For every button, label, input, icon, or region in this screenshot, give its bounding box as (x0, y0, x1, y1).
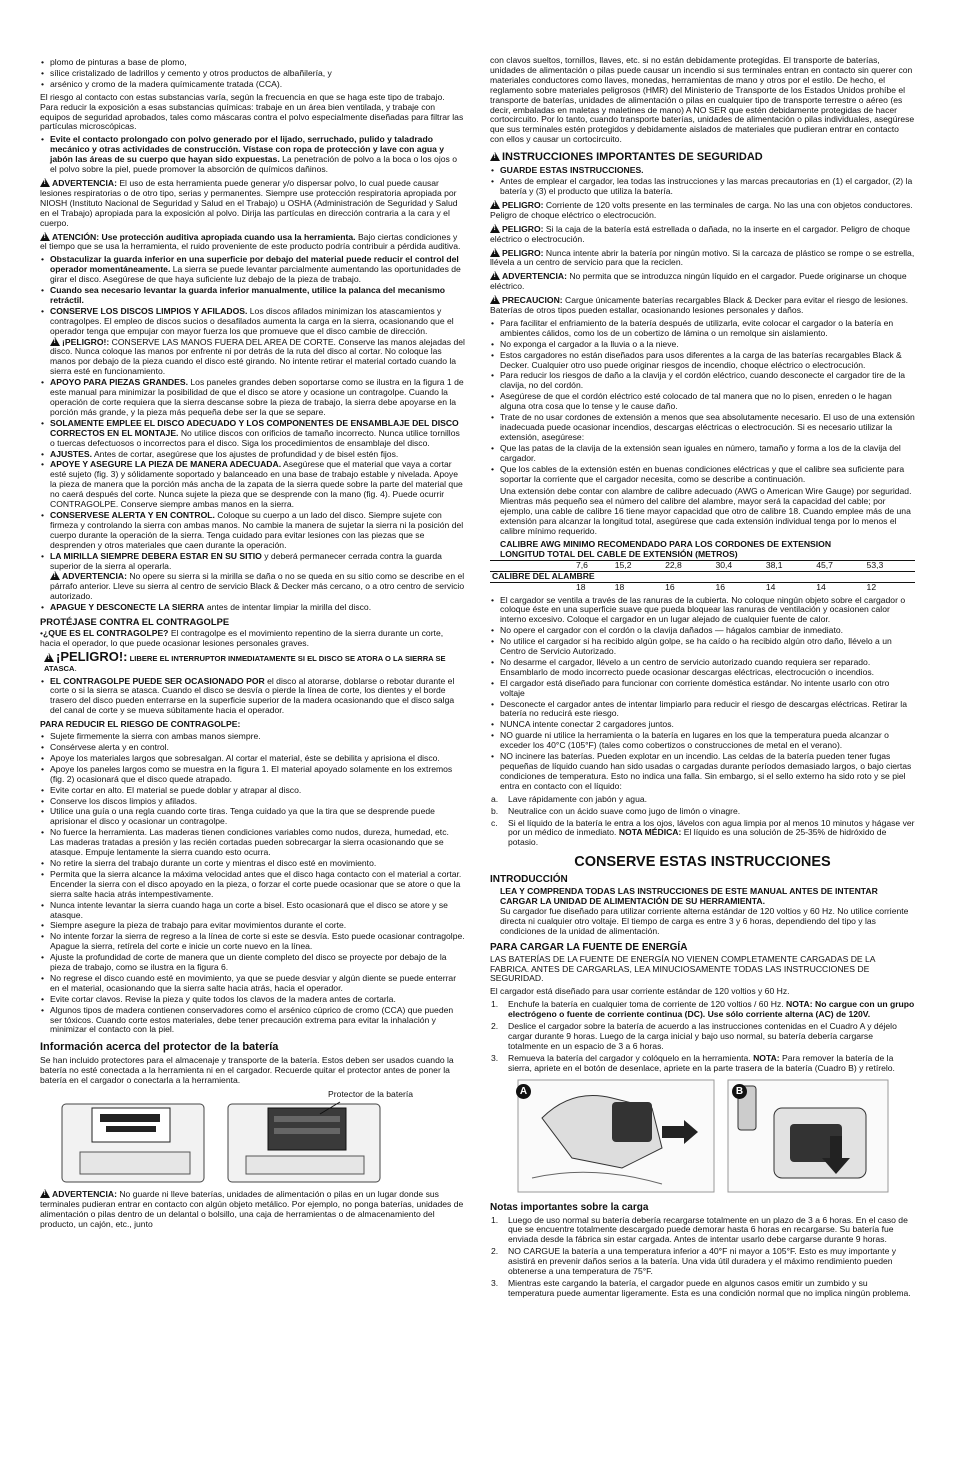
warning-hearing (40, 232, 465, 253)
charging-illustration (512, 1078, 894, 1195)
table-cell: 16 (665, 581, 675, 592)
list-item (40, 677, 465, 717)
charging-text: El cargador está diseñado para usar corriente estándar de 120 voltios y 60 Hz. (490, 986, 790, 997)
warning-icon (490, 295, 500, 304)
safety-list-1 (40, 135, 465, 175)
safety-instructions-heading (490, 151, 915, 164)
list-item (40, 135, 465, 175)
list-item (40, 450, 465, 460)
list-item (40, 378, 465, 418)
awg-table (490, 561, 915, 593)
safety-list-2 (40, 255, 465, 613)
awg-text: Una extensión debe contar con alambre de calibre adecuado (AWG o American Wire Gauge) por seguridad. Mientras más pequeño sea el número del calibre del alambre, mayor será la capacidad del cable; por ejemplo, una cable de calibre 16 tiene mayor capacidad que otro de calibre 18. Cuando emplee más de una extensión para alcanzar la longitud total, asegúrese que cada extensión individual tenga por lo menos el calibre mínimo requerido. (500, 486, 912, 537)
item-number: c. (491, 817, 498, 828)
list-item: • NO incinere las baterías. Pueden explotar en un incendio. Las celdas de la batería pueden tener fugas pequeñas de líquido cuando han sido usadas o cargadas durante períodos demasiado largos, o bajo ciertas condiciones de temperatura. Esto no indica una falla. Sin embargo, si el sello externo ha sido roto y se piel entra en contacto con el líquido: (490, 752, 915, 792)
bold-text: ¿QUE ES EL CONTRAGOLPE? (43, 627, 169, 638)
hazard-list (40, 58, 465, 90)
table-cell: 14 (816, 581, 826, 592)
list-item (490, 1000, 915, 1020)
body-text: El uso de esta herramienta puede generar y/o dispersar polvo, lo cual puede causar lesiones respiratorias o de otro tipo, serias y permanentes. Siempre use protección respiratoria apropiada por NIOSH (Instituto Nacional de Seguridad y Salud en el Trabajo) u OSHA (Administración de Seguridad y Salud en el Trabajo) apropiada para la exposición al polvo. Dirija las partículas en dirección contraria a la cara y el cuerpo. (40, 177, 458, 228)
list-item: • NO guarde ni utilice la herramienta o la batería en lugares en los que la temperatura pueda alcanzar o exceder los 40°C (105°F) (tales como cobertizos o construcciones de metal en el verano). (490, 731, 915, 751)
bold-text: NOTA: (753, 1052, 780, 1063)
table-cell: 14 (765, 581, 776, 592)
list-item: • Desconecte el cargador antes de intentar limpiarlo para reducir el riesgo de descargas eléctricas. Retirar la batería no reducirá este riesgo. (490, 700, 915, 720)
table-cell: 38,1 (764, 561, 814, 571)
body-text: Coloque su cuerpo a un lado del disco. Siempre sujete con firmeza y controlando la sierra con ambas manos. No cambie la manera de sujetar la sierra ni la posición del cuerpo durante la operación de la sierra. Tenga cuidado para evitar lesiones con las piezas que se desprenden y otros materiales que caen durante la operación. (50, 509, 464, 550)
intro-heading: INTRODUCCIÓN (490, 874, 568, 886)
table-cell: 12 (866, 581, 877, 592)
danger-label: ¡PELIGRO!: (56, 648, 128, 664)
table-cell: 30,4 (713, 561, 763, 571)
charging-steps (490, 1000, 915, 1073)
item-text: Mientras este cargando la batería, el cargador puede en algunos casos emitir un zumbido y su temperatura puede aumentar ligeramente. Esta es una condición normal que no implica ningún problema. (508, 1278, 911, 1298)
right-column (490, 56, 915, 1302)
list-item: • No desarme el cargador, llévelo a un centro de servicio autorizado cuando requiera ser reparado. Ensamblarlo de modo incorrecto puede ocasionar descargas eléctricas, electrocución o incendios. (490, 658, 915, 678)
table-cell: 7,6 (574, 561, 613, 571)
list-item: • sílice cristalizado de ladrillos y cemento y otros productos de albañilería, y (40, 69, 465, 79)
body-text: Los paneles grandes deben soportarse como se ilustra en la figura 1 de este manual para minimizar la posibilidad de que el disco se atore y ocasione un contragolpe. Cuando la operación de corte requiera que la sierra descanse sobre la pieza de trabajo, la sierra debe apoyarse en la porción más grande, y la pieza más pequeña debe ser la que se separe. (50, 377, 464, 417)
warning-icon (40, 178, 50, 187)
table-cell: 16 (715, 581, 726, 592)
bold-text: ¡PELIGRO!: (62, 336, 110, 347)
item-number: b. (491, 805, 499, 816)
list-item: • Antes de emplear el cargador, lea todas las instrucciones y las marcas precautorias en (1) el cargador, (2) la batería y (3) el producto que utiliza la batería. (490, 177, 915, 197)
item-text: Enchufe la batería en cualquier toma de corriente de 120 voltios / 60 Hz. (508, 999, 787, 1010)
list-item: • No opere el cargador con el cordón o la clavija dañados — hágalos cambiar de inmediato. (490, 626, 915, 636)
danger-1 (490, 200, 915, 221)
bold-text: ATENCIÓN: Use protección auditiva apropiada cuando usa la herramienta. (52, 231, 356, 242)
warning-icon (490, 271, 500, 280)
battery-protector-figure (40, 1090, 465, 1185)
table-cell (490, 561, 574, 571)
bold-text: ADVERTENCIA: (62, 571, 127, 582)
table-row (490, 571, 915, 582)
list-item: • Asegúrese de que el cordón eléctrico esté colocado de tal manera que no lo pisen, enreden o le hagan alguna otra cosa que lo tense y le cause daño. (490, 392, 915, 412)
table-cell: CALIBRE DEL ALAMBRE (490, 571, 915, 582)
item-number: 3. (491, 1052, 499, 1063)
list-item: • Algunos tipos de madera contienen conservadores como el arsénico cúprico de cromo (CCA) que pueden ser tóxicos. Cuando corte estos materiales, debe tener precaución extrema para evitar la inhalación y minimizar el contacto con la piel. (40, 1006, 465, 1036)
body-text: Corriente de 120 volts presente en las terminales de carga. No las una con objetos conductores. Peligro de choque eléctrico o electrocución. (490, 199, 913, 220)
kickback-heading: PROTÉJASE CONTRA EL CONTRAGOLPE (40, 616, 230, 628)
table-cell: 18 (614, 581, 625, 592)
bold-text: ADVERTENCIA: (52, 1189, 117, 1200)
body-text: Su cargador fue diseñado para utilizar corriente alterna estándar de 120 voltios y 60 Hz. No utilice corriente directa ni cualquier otro voltaje. El tiempo de carga es entre 3 y 6 horas, dependiendo del tipo y las condiciones de la unidad de alimentación. (500, 905, 909, 936)
list-item: • Evite cortar en alto. El material se puede doblar y atrapar al disco. (40, 786, 465, 796)
bold-text: LEA Y COMPRENDA TODAS LAS INSTRUCCIONES DE ESTE MANUAL ANTES DE INTENTAR CARGAR LA UNIDAD DE ALIMENTACIÓN DE SU HERRAMIENTA. (500, 886, 878, 907)
figure-b-badge: B (732, 1084, 747, 1099)
bold-text: NOTA: No cargue con un grupo electrógeno o fuente de corriente continua (DC). Use sólo corriente alterna (AC) de 120V. (508, 999, 915, 1020)
warning-dust (40, 178, 465, 229)
save-list (490, 166, 915, 197)
warning-liquid (490, 271, 915, 292)
warning-icon (490, 248, 500, 257)
warning-icon (490, 152, 500, 161)
item-number: 2. (491, 1246, 499, 1257)
list-item: • Utilice una guía o una regla cuando corte tiras. Tenga cuidado ya que la tira que se desprende puede aprisionar el disco y ocasionar un contragolpe. (40, 807, 465, 827)
body-text: Bajo ciertas condiciones y el tiempo que se usa la herramienta, el ruido proveniente de este producto podría contribuir a pérdida auditiva. (40, 231, 461, 252)
kickback-cause (40, 677, 465, 717)
bold-text: APOYE Y ASEGURE LA PIEZA DE MANERA ADECUADA. (50, 459, 282, 470)
list-item: • Apoye los paneles largos como se muestra en la figura 1. El material apoyado solamente en los extremos (fig. 2) ocasionará que el disco quede atrapado. (40, 765, 465, 785)
table-row (490, 582, 915, 592)
battery-protector-heading: Información acerca del protector de la batería (40, 1041, 279, 1054)
battery-protector-text: Se han incluido protectores para el almacenaje y transporte de la batería. Estos deben ser usados cuando la batería no esté conectada a la herramienta ni en el cargador. Recuerde quitar el protector antes de poner la batería en el cargador o conectarla a la herramienta. (40, 1055, 454, 1086)
body-text: . (74, 662, 77, 673)
warning-icon (44, 653, 54, 662)
bold-text: Obstaculizar la guarda inferior en una superficie por debajo del material puede reducir el control del operador momentáneamente. (50, 254, 459, 275)
warning-icon (40, 232, 50, 241)
list-item (40, 255, 465, 285)
charger-use-list (490, 596, 915, 792)
body-text: antes de intentar limpiar la mirilla del disco. (204, 602, 372, 613)
table-cell (490, 582, 574, 592)
battery-protector-illustration (40, 1098, 465, 1193)
table-cell: 18 (576, 581, 586, 592)
bold-text: LA MIRILLA SIEMPRE DEBERA ESTAR EN SU SITIO (50, 550, 262, 561)
list-item: • Para reducir los riesgos de daño a la clavija y el cordón eléctrico, cuando desconecte el cargador tire de la clavija, no del cordón. (490, 371, 915, 391)
warning-storage (40, 1189, 465, 1230)
charger-safety-list (490, 319, 915, 485)
list-item (490, 1279, 915, 1299)
list-item (490, 1022, 915, 1052)
body-text: Asegúrese que el material que vaya a cortar esté sujeto (fig. 3) y sólidamente soportado y balanceado en una base de trabajo estable y nivelada. Apoye la pieza de manera que la porción más ancha de la zapata de la sierra quede sobre la parte del material que no caerá después del corte. Nunca sujete la pieza que se desprende con la mano (fig. 4). Puede ocurrir CONTRAGOLPE. Conserve siempre ambas manos en la sierra. (50, 459, 463, 510)
table-cell: 45,7 (814, 561, 864, 571)
body-text: Si la caja de la batería está estrellada o dañada, no la inserte en el cargador. Peligro de choque eléctrico o electrocución. (490, 223, 910, 244)
list-item (490, 1247, 915, 1277)
list-item: • Sujete firmemente la sierra con ambas manos siempre. (40, 732, 465, 742)
charging-caps: LAS BATERÍAS DE LA FUENTE DE ENERGÍA NO VIENEN COMPLETAMENTE CARGADAS DE LA FABRICA. ANTES DE CARGARLAS, LEA MINUCIOSAMENTE TODAS LAS INSTRUCCIONES DE SEGURIDAD. (490, 953, 876, 984)
body-text: y deberá permanecer cerrada contra la guarda superior de la sierra al operarla. (50, 550, 442, 571)
body-text: La sierra se puede levantar parcialmente aumentando las oportunidades de girar el disco. Asegúrese de que haya suficiente luz debajo de la pieza de trabajo. (50, 264, 461, 285)
list-item: • Siempre asegure la pieza de trabajo para evitar movimientos durante el corte. (40, 921, 465, 931)
bold-text: PELIGRO: (502, 199, 544, 210)
bold-text: LIBERE EL INTERRUPTOR INMEDIATAMENTE SI EL DISCO SE ATORA O LA SIERRA SE ATASCA (44, 653, 446, 673)
item-text: Si el líquido de la batería le entra a los ojos, lávelos con agua limpia por al menos 10 minutos y hágase ver por un médico de inmediato. (508, 817, 915, 838)
list-item: • arsénico y cromo de la madera químicamente tratada (CCA). (40, 80, 465, 90)
bold-text: SOLAMENTE EMPLEE EL DISCO ADECUADO Y LOS COMPONENTES DE ENSAMBLAJE DEL DISCO CORRECTOS EN EL MONTAJE. (50, 417, 459, 438)
list-item: • Permita que la sierra alcance la máxima velocidad antes que el disco haga contacto con el material a cortar. Encender la sierra con el disco apoyado en la pieza, o forzar el corte puede ocasionar que se atore o que la sierra salte hacia atrás intempestivamente. (40, 870, 465, 900)
list-item: • Nunca intente levantar la sierra cuando haga un corte a bisel. Esto ocasionará que el disco se atore y se atasque. (40, 901, 465, 921)
first-aid-list (490, 795, 915, 849)
heading-text: INSTRUCCIONES IMPORTANTES DE SEGURIDAD (502, 151, 763, 164)
list-item: • Conserve los discos limpios y afilados. (40, 797, 465, 807)
body-text: CONSERVE LAS MANOS FUERA DEL AREA DE CORTE. Conserve las manos alejadas del disco. Nunca coloque las manos por enfrente ni por detrás de la ruta del disco al cortar. No coloque las manos por debajo de la pieza cuando el disco esté girando. No intente retirar el material cortado cuando la sierra esté en funcionamiento. (50, 336, 465, 377)
risk-paragraph: El riesgo al contacto con estas substancias varía, según la frecuencia en que se haga este tipo de trabajo. Para reducir la exposición a esas substancias químicas: trabaje en un área bien ventilada, y trabaje con equipos de seguridad aprobados, tales como máscaras contra el polvo especialmente diseñadas para filtrar las partículas microscópicas. (40, 91, 464, 132)
bold-text: Evite el contacto prolongado con polvo generado por el lijado, serruchado, pulido y taladrado mecánico y otras actividades de construcción. Vístase con ropa de protección y lave con agua y jabón las áreas de su cuerpo que hayan sido expuestas. (50, 134, 445, 165)
transport-text: con clavos sueltos, tornillos, llaves, etc. si no están debidamente protegidas. El transporte de baterías, unidades de alimentación o pilas puede causar un incendio si sus terminales entran en contacto sin querer con materiales conductores como llaves, monedas, herramientas de mano y otros por el estilo. De hecho, el reglamento sobre materiales peligrosos (HMR) del Ministerio de Transporte de los Estados Unidos prohíbe el transporte de baterías, unidades de alimentación o pilas en cualquier tipo de transporte terrestre o aéreo (es decir, embaladas en maletas y maletines de mano) A NO SER que estén debidamente protegidas de hacer cortocircuito. Por lo tanto, cuando transporte baterías, unidades de alimentación o pilas individuales, asegúrese que sus terminales estén protegidos y debidamente aislados de materiales que pudieran entrar en contacto con ellos y causar un cortocircuito. (490, 55, 915, 145)
danger-release (40, 648, 465, 674)
list-item (40, 511, 465, 551)
list-item: • Que los cables de la extensión estén en buenas condiciones eléctricas y que el calibre sea suficiente para soportar la corriente que el cargador necesita, como se describe a continuación. (490, 465, 915, 485)
list-item: • No regrese el disco cuando esté en movimiento, ya que se puede desviar y algún diente se puede enterrar en el material, ocasionando que la sierra salte hacia atrás, hacia el operador. (40, 974, 465, 994)
warning-icon (50, 571, 60, 580)
bold-text: EL CONTRAGOLPE PUEDE SER OCASIONADO POR (50, 675, 265, 686)
body-text: No opere su sierra si la mirilla se daña o no se queda en su sitio como se describe en el párrafo anterior. Lleve su sierra al centro de servicio Black & Decker más cercano, o a otro centro de servicio autorizado. (50, 571, 465, 602)
body-text: el disco al atorarse, doblarse o rebotar durante el corte o si la sierra se atasca. Cuando el disco se desvía o pierde la línea de corte, los dientes y el borde trasero del disco pueden enterrarse en la superficie superior de la madera ocasionando que el disco salga del canal de corte y se mueva súbitamente hacia el operador. (50, 675, 455, 716)
bold-text: PELIGRO: (502, 223, 544, 234)
list-item (490, 807, 915, 817)
body-text: No permita que se introduzca ningún líquido en el cargador. Puede originarse un choque eléctrico. (490, 271, 907, 292)
bold-text: PRECAUCION: (502, 295, 563, 306)
list-item (490, 166, 915, 176)
kickback-definition: •¿QUE ES EL CONTRAGOLPE? El contragolpe es el movimiento repentino de la sierra durante un corte, hacia el operador, lo que puede ocasionar lesiones personales graves. (40, 627, 444, 648)
item-number: 1. (491, 999, 499, 1010)
warning-icon (490, 224, 500, 233)
list-item: • No fuerce la herramienta. Las maderas tienen condiciones variables como nudos, dureza, humedad, etc. Las maderas tratadas a presión y las recién cortadas pueden sobrecargar la sierra ocasionando que se atasque. Empuje lentamente la sierra cuando esto ocurra. (40, 828, 465, 858)
reduce-heading: PARA REDUCIR EL RIESGO DE CONTRAGOLPE: (40, 719, 241, 730)
list-item: • El cargador se ventila a través de las ranuras de la cubierta. No coloque ningún objeto sobre el cargador o coloque éste en una superficie suave que pueda bloquear las ranuras de ventilación y ocasionen calor interno excesivo. Coloque el cargador en un lugar alejado de cualquier fuente de calor. (490, 596, 915, 626)
item-text: Remueva la batería del cargador y colóquelo en la herramienta. (508, 1052, 754, 1063)
list-item: • Trate de no usar cordones de extensión a menos que sea absolutamente necesario. El uso de una extensión inadecuada puede ocasionar incendios, descargas eléctricas o electrocución. Si es necesario utilizar la extensión, asegúrese: (490, 413, 915, 443)
list-item (40, 552, 465, 603)
list-item: • plomo de pinturas a base de plomo, (40, 58, 465, 68)
list-item (40, 286, 465, 306)
caution (490, 295, 915, 316)
list-item: • No intente forzar la sierra de regreso a la línea de corte si este se desvía. Esto puede ocasionar contragolpe. Apague la sierra, retírela del corte e inicie un corte nuevo en la línea. (40, 932, 465, 952)
bold-text: ADVERTENCIA: (502, 271, 567, 282)
bold-text: PELIGRO: (502, 247, 544, 258)
list-item (40, 307, 465, 377)
figure-label: Protector de la batería (328, 1089, 414, 1100)
bold-text: GUARDE ESTAS INSTRUCCIONES. (500, 165, 644, 176)
list-item: • Evite cortar clavos. Revise la pieza y quite todos los clavos de la madera antes de cortarla. (40, 995, 465, 1005)
warning-icon (40, 1189, 50, 1198)
list-item (490, 819, 915, 849)
warning-icon (490, 200, 500, 209)
left-column (40, 58, 465, 1233)
list-item: • Que las patas de la clavija de la extensión sean iguales en número, tamaño y forma a los de la clavija del cargador. (490, 444, 915, 464)
list-item: • Para facilitar el enfriamiento de la batería después de utilizarla, evite colocar el cargador o la batería en ambientes cálidos, como los de un cobertizo de lámina o un remolque sin aislamiento. (490, 319, 915, 339)
list-item (40, 460, 465, 510)
bold-text: NOTA MÉDICA: (618, 827, 682, 838)
figure-a-badge: A (516, 1084, 531, 1099)
bold-text: AJUSTES. (50, 448, 93, 459)
bold-text: APOYO PARA PIEZAS GRANDES. (50, 377, 188, 388)
list-item: • Ajuste la profundidad de corte de manera que un diente completo del disco se proyecte por debajo de la pieza de trabajo, como se ilustra en la figura 6. (40, 953, 465, 973)
table-row (490, 561, 915, 571)
list-item (490, 795, 915, 805)
list-item: • Apoye los materiales largos que sobresalgan. Al cortar el material, éste se debilita y aprisiona el disco. (40, 754, 465, 764)
body-text: Antes de cortar, asegúrese que los ajustes de profundidad y de bisel estén fijos. (92, 448, 399, 459)
item-number: 2. (491, 1021, 499, 1032)
item-text: El líquido es una solución de 25-35% de hidróxido de potasio. (508, 827, 887, 848)
list-item: • Consérvese alerta y en control. (40, 743, 465, 753)
list-item: • No retire la sierra del trabajo durante un corte y mientras el disco esté en movimiento. (40, 859, 465, 869)
body-text: El contragolpe es el movimiento repentino de la sierra durante un corte, hacia el operador, lo que puede ocasionar lesiones personales graves. (40, 627, 444, 648)
danger-3 (490, 248, 915, 269)
item-number: a. (491, 793, 499, 804)
danger-2 (490, 224, 915, 245)
bold-text: CONSERVESE ALERTA Y EN CONTROL. (50, 509, 215, 520)
item-text: NO CARGUE la batería a una temperatura inferior a 40°F ni mayor a 105°F. Esto es muy importante y asistirá en prevenir daños serios a la batería. Una vida útil duradera y el máximo rendimiento pueden obtenerse a una temperatura de 75°F. (508, 1246, 897, 1277)
item-number: 1. (491, 1214, 499, 1225)
body-text: Nunca intente abrir la batería por ningún motivo. Si la carcaza de plástico se rompe o se estrella, llévela a un centro de servicio para que la reciclen. (490, 247, 915, 268)
body-text: La penetración de polvo a la boca o los ojos o el polvo sobre la piel, puede promover la absorción de químicos dañinos. (50, 154, 457, 175)
awg-table-heading: CALIBRE AWG MINIMO RECOMENDADO PARA LOS CORDONES DE EXTENSION (500, 538, 832, 549)
body-text: Cargue únicamente baterías recargables Black & Decker para evitar el riesgo de lesiones. Baterías de otros tipos pueden estallar, ocasionando lesiones personales y daños. (490, 295, 909, 316)
list-item (490, 1216, 915, 1246)
charging-notes-heading: Notas importantes sobre la carga (490, 1201, 649, 1213)
bold-text: ADVERTENCIA: (52, 177, 117, 188)
list-item (40, 603, 465, 613)
item-number: 3. (491, 1278, 499, 1288)
bold-text: APAGUE Y DESCONECTE LA SIERRA (50, 602, 205, 613)
list-item: • Estos cargadores no están diseñados para usos diferentes a la carga de las baterías recargables Black & Decker. Cualquier otro uso puede originar riesgos de incendio, choque eléctrico o electrocución. (490, 351, 915, 371)
table-cell: 22,8 (663, 561, 713, 571)
list-item: • NUNCA intente conectar 2 cargadores juntos. (490, 720, 915, 730)
item-text: Luego de uso normal su batería debería recargarse totalmente en un plazo de 3 a 6 horas. En el caso de que se encuentre totalmente descargado puede demorar hasta 6 horas en recargarse. Su batería fue enviada desde la fábrica sin estar cargada. Antes de intentar usarlo debe cargarse durante 9 horas. (508, 1214, 908, 1245)
table-cell: 15,2 (613, 561, 663, 571)
charging-heading: PARA CARGAR LA FUENTE DE ENERGÍA (490, 941, 688, 953)
list-item: • No utilice el cargador si ha recibido algún golpe, se ha caído o ha recibido algún otro daño, llévelo a un Centro de Servicio Autorizado. (490, 637, 915, 657)
warning-icon (50, 337, 60, 346)
bold-text: Cuando sea necesario levantar la guarda inferior manualmente, utilice la palanca del mecanismo retráctil. (50, 285, 445, 305)
charging-figure (512, 1078, 894, 1195)
list-item (40, 419, 465, 449)
awg-table-subheading: LONGITUD TOTAL DEL CABLE DE EXTENSIÓN (METROS) (490, 550, 915, 561)
item-text: Deslice el cargador sobre la batería de acuerdo a las instrucciones contenidas en el Cuadro A y déjelo cargar durante 9 horas. Luego de la carga inicial y bajo uso normal, su batería debería cargarse totalmente en un espacio de 3 a 6 horas. (508, 1021, 897, 1051)
list-item: • El cargador está diseñado para funcionar con corriente doméstica estándar. No intente usarlo con otro voltaje (490, 679, 915, 699)
body-text: No utilice discos con orificios de tamaño incorrecto. Nunca utilice tornillos o tuercas defectuosos o incorrectos para el disco. Siga los procedimientos de ensamblaje del disco. (50, 427, 460, 448)
item-text: Lave rápidamente con jabón y agua. (508, 793, 648, 804)
item-text: Para remover la batería de la sierra, apriete en el botón de desenlace, apriete en la parte trasera de la batería (Cuadro B) y retírelo. (508, 1052, 895, 1073)
intro-bold (490, 887, 915, 937)
list-item (490, 1054, 915, 1074)
item-text: Neutralice con un ácido suave como jugo de limón o vinagre. (508, 805, 741, 816)
bold-text: CONSERVE LOS DISCOS LIMPIOS Y AFILADOS. (50, 305, 248, 316)
body-text: No guarde ni lleve baterías, unidades de alimentación o pilas en un lugar donde sus terminales pudieran entrar en contacto con algún objeto metálico. Por ejemplo, no ponga baterías, unidades de alimentación o pilas dentro de un delantal o bolsillo, una caja de herramientas o de almacenamiento del producto, un cajón, etc., junto (40, 1189, 464, 1229)
table-cell: 53,3 (865, 561, 915, 571)
body-text: Los discos afilados minimizan los atascamientos y contragolpes. El empleo de discos sucios o desafilados aumenta la carga en la sierra, ocasionando que el operador tenga que empujar con mayor fuerza los que promueve que el disco cambie de dirección. (50, 305, 454, 336)
list-item: • No exponga el cargador a la lluvia o a la nieve. (490, 340, 915, 350)
charging-notes-list (490, 1216, 915, 1299)
conserve-heading: CONSERVE ESTAS INSTRUCCIONES (574, 854, 831, 871)
reduce-risk-list (40, 732, 465, 1035)
